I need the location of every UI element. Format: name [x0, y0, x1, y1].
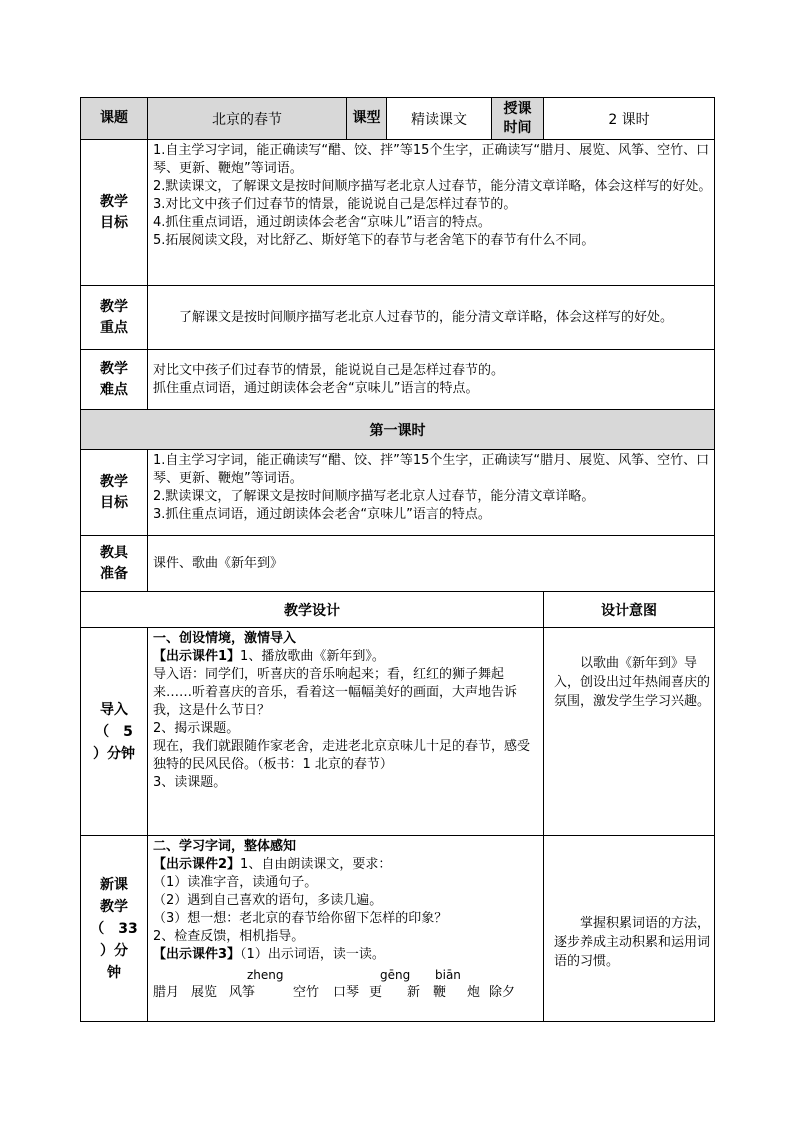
type-label: 课型: [347, 98, 387, 140]
intro-content: 一、创设情境，激情导入 【出示课件1】1、播放歌曲《新年到》。 导入语：同学们，听喜庆的音乐响起来；看，红红的狮子舞起来……听着喜庆的音乐，看着这一幅幅美好的画面，大声地告诉我，这是什么节日？ 2、揭示课题。 现在，我们就跟随作家老舍，走进老北京京味儿十足的春节，感受独特的民风民俗。（板书：1 北京的春节） 3、读课题。: [148, 628, 544, 836]
topic-value: 北京的春节: [148, 98, 347, 140]
difficulty-label: 教学 难点: [81, 350, 148, 410]
time-label: 授课 时间: [492, 98, 544, 140]
word-item: 腊月: [153, 985, 180, 1000]
word-item: 新: [407, 985, 421, 1000]
topic-label: 课题: [81, 98, 148, 140]
pinyin-item: gēng: [380, 968, 411, 982]
pinyin-item: zheng: [247, 968, 284, 982]
focus-label: 教学 重点: [81, 286, 148, 350]
focus-content: 了解课文是按时间顺序描写老北京人过春节的，能分清文章详略，体会这样写的好处。: [148, 286, 715, 350]
lesson1-title: 第一课时: [81, 410, 715, 450]
intro-intent: 以歌曲《新年到》导入，创设出过年热闹喜庆的氛围，激发学生学习兴趣。: [544, 628, 715, 836]
word-item: 空竹: [293, 985, 320, 1000]
intro-label: 导入 （ 5 ）分钟: [81, 628, 148, 836]
lesson1-goals-content: 1.自主学习字词，能正确读写“醋、饺、拌”等15个生字，正确读写“腊月、展览、风筝、空竹、口琴、更新、鞭炮”等词语。 2.默读课文，了解课文是按时间顺序描写老北京人过春节，能分清文章详略。 3.抓住重点词语，通过朗读体会老舍“京味儿”语言的特点。: [148, 450, 715, 536]
type-value: 精读课文: [387, 98, 492, 140]
word-item: 除夕: [489, 985, 516, 1000]
tools-label: 教具 准备: [81, 536, 148, 592]
pinyin-item: biān: [435, 968, 461, 982]
word-list: [153, 966, 541, 1004]
design-header: 教学设计: [81, 592, 544, 628]
time-value: 2 课时: [544, 98, 715, 140]
word-item: 展览: [191, 985, 218, 1000]
goals-content: 1.自主学习字词，能正确读写“醋、饺、拌”等15个生字，正确读写“腊月、展览、风筝、空竹、口琴、更新、鞭炮”等词语。 2.默读课文，了解课文是按时间顺序描写老北京人过春节，能分清文章详略，体会这样写的好处。 3.对比文中孩子们过春节的情景，能说说自己是怎样过春节的。 4.抓住重点词语，通过朗读体会老舍“京味儿”语言的特点。 5.拓展阅读文段，对比舒乙、斯妤笔下的春节与老舍笔下的春节有什么不同。: [148, 140, 715, 286]
lesson-plan-table: [80, 97, 715, 1022]
new-lesson-label: 新课 教学 （ 33 ）分 钟: [81, 836, 148, 1022]
new-lesson-intent: 掌握积累词语的方法，逐步养成主动积累和运用词语的习惯。: [544, 836, 715, 1022]
goals-label: 教学 目标: [81, 140, 148, 286]
word-item: 更: [369, 985, 383, 1000]
intent-header: 设计意图: [544, 592, 715, 628]
difficulty-content: 对比文中孩子们过春节的情景，能说说自己是怎样过春节的。 抓住重点词语，通过朗读体会老舍“京味儿”语言的特点。: [148, 350, 715, 410]
new-lesson-content: 二、学习字词，整体感知 【出示课件2】1、自由朗读课文，要求： （1）读准字音，读通句子。 （2）遇到自己喜欢的语句，多读几遍。 （3）想一想：老北京的春节给你留下怎样的印象？ 2、检查反馈，相机指导。 【出示课件3】（1）出示词语，读一读。 腊月 展览 风筝 空竹 口琴 更 新 鞭 炮 除夕 zheng gēng biān: [148, 836, 544, 1022]
word-item: 口琴: [333, 985, 360, 1000]
word-item: 鞭: [433, 985, 447, 1000]
word-item: 炮: [467, 985, 481, 1000]
lesson1-goals-label: 教学 目标: [81, 450, 148, 536]
word-item: 风筝: [229, 985, 256, 1000]
tools-content: 课件、歌曲《新年到》: [148, 536, 715, 592]
